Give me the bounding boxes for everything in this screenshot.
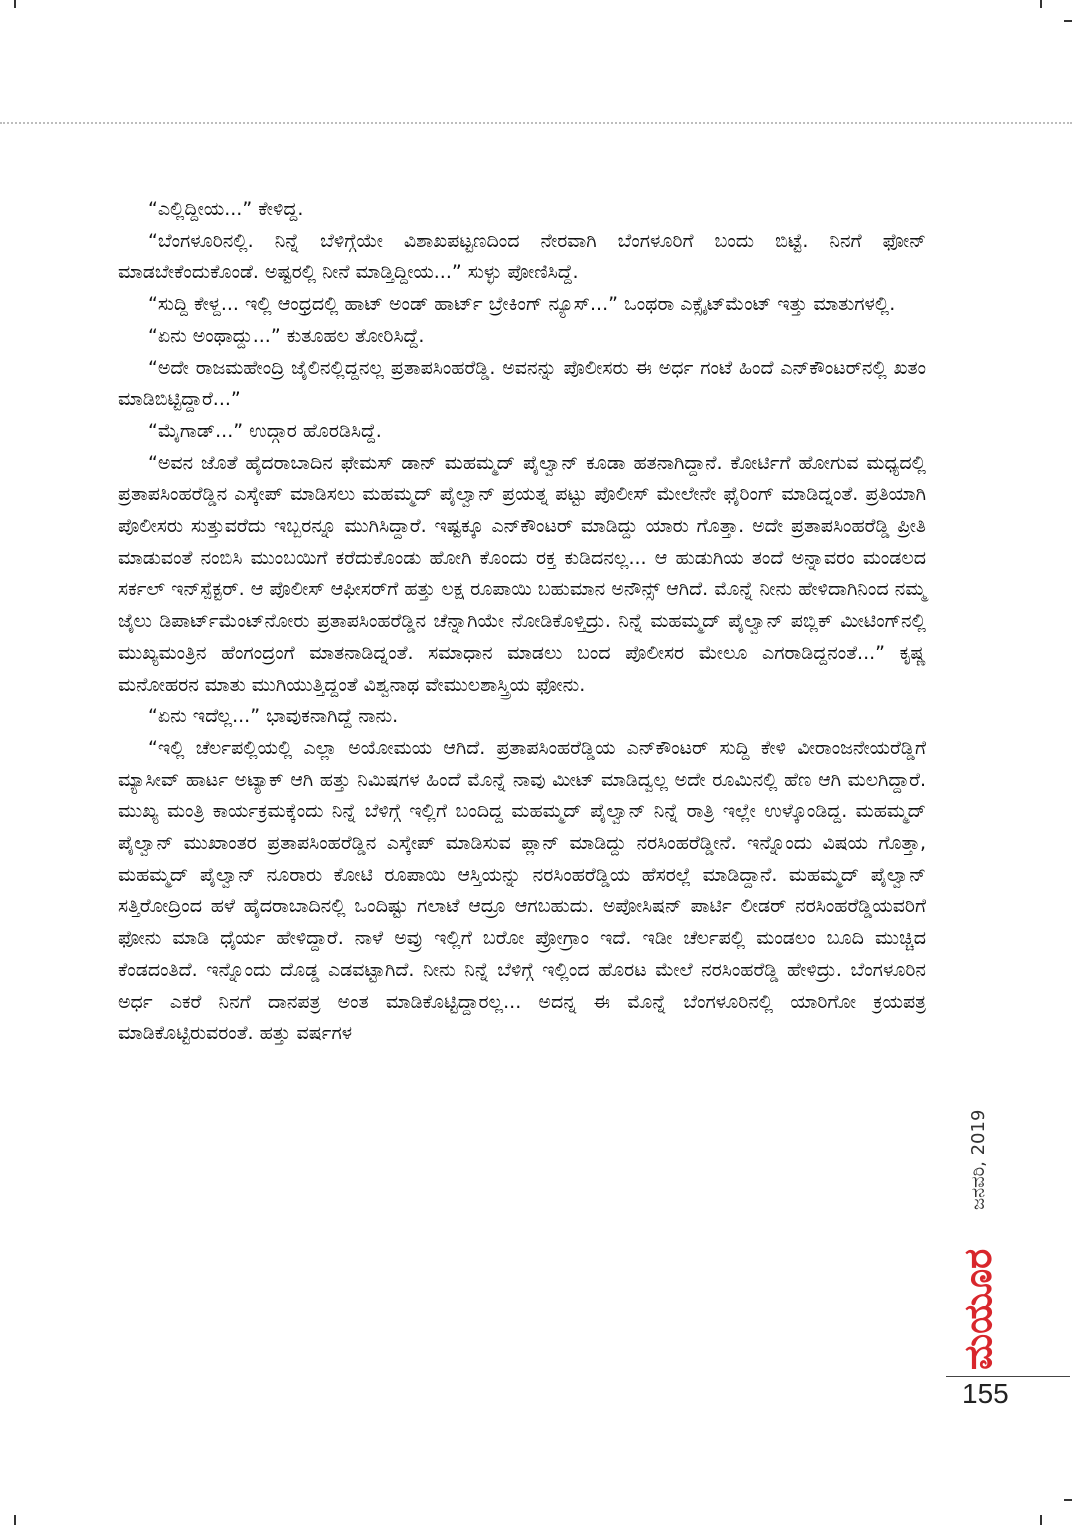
paragraph: “ಎಲ್ಲಿದ್ದೀಯ...” ಕೇಳಿದ್ದ. <box>148 198 304 220</box>
header-dotted-rule <box>0 122 1072 124</box>
paragraph: “ಬೆಂಗಳೂರಿನಲ್ಲಿ. ನಿನ್ನೆ ಬೆಳಿಗ್ಗೆಯೇ ವಿಶಾಖಪಟ್ಟಣದಿಂದ ನೇರವಾಗಿ ಬೆಂಗಳೂರಿಗೆ ಬಂದು ಬಿಟ್ಟೆ. ನಿನಗೆ ಫೋನ್ ಮಾಡಬೇಕೆಂದುಕೊಂಡೆ. ಅಷ್ಟರಲ್ಲಿ ನೀನೆ ಮಾಡ್ತಿದ್ದೀಯ...” ಸುಳ್ಳು ಪೋಣಿಸಿದ್ದೆ. <box>118 229 926 284</box>
crop-mark-top-left <box>14 0 16 8</box>
article-body <box>118 194 926 1050</box>
paragraph: “ಏನು ಅಂಥಾದ್ದು...” ಕುತೂಹಲ ತೋರಿಸಿದ್ದೆ. <box>148 324 425 347</box>
crop-mark-bottom-right <box>1040 1515 1042 1525</box>
paragraph: “ಸುದ್ದಿ ಕೇಳ್ದ... ಇಲ್ಲಿ ಆಂಧ್ರದಲ್ಲಿ ಹಾಟ್ ಅಂಡ್ ಹಾರ್ಟ್ ಬ್ರೇಕಿಂಗ್ ನ್ಯೂಸ್...” ಒಂಥರಾ ಎಕ್ಸೈಟ್‌ಮೆಂಟ್ ಇತ್ತು ಮಾತುಗಳಲ್ಲಿ. <box>148 293 896 316</box>
crop-mark-bottom-left <box>14 1515 16 1525</box>
paragraph: “ಏನು ಇದೆಲ್ಲ...” ಭಾವುಕನಾಗಿದ್ದೆ ನಾನು. <box>148 705 399 728</box>
paragraph: “ಅದೇ ರಾಜಮಹೇಂದ್ರಿ ಜೈಲಿನಲ್ಲಿದ್ದನಲ್ಲ ಪ್ರತಾಪಸಿಂಹರೆಡ್ಡಿ. ಅವನನ್ನು ಪೊಲೀಸರು ಈ ಅರ್ಧ ಗಂಟೆ ಹಿಂದೆ ಎನ್‌ಕೌಂಟರ್‌ನಲ್ಲಿ ಖತಂ ಮಾಡಿಬಿಟ್ಟಿದ್ದಾರೆ...” <box>118 356 926 411</box>
paragraph: “ಅವನ ಜೊತೆ ಹೈದರಾಬಾದಿನ ಫೇಮಸ್ ಡಾನ್ ಮಹಮ್ಮದ್ ಪೈಲ್ವಾನ್ ಕೂಡಾ ಹತನಾಗಿದ್ದಾನೆ. ಕೋರ್ಟಿಗೆ ಹೋಗುವ ಮಧ್ಯದಲ್ಲಿ ಪ್ರತಾಪಸಿಂಹರೆಡ್ಡಿನ ಎಸ್ಕೇಪ್ ಮಾಡಿಸಲು ಮಹಮ್ಮದ್ ಪೈಲ್ವಾನ್ ಪ್ರಯತ್ನ ಪಟ್ಟು ಪೊಲೀಸ್ ಮೇಲೇನೇ ಫೈರಿಂಗ್ ಮಾಡಿದ್ನಂತೆ. ಪ್ರತಿಯಾಗಿ ಪೊಲೀಸರು ಸುತ್ತುವರೆದು ಇಬ್ಬರನ್ನೂ ಮುಗಿಸಿದ್ದಾರೆ. ಇಷ್ಟಕ್ಕೂ ಎನ್‌ಕೌಂಟರ್ ಮಾಡಿದ್ದು ಯಾರು ಗೊತ್ತಾ. ಅದೇ ಪ್ರತಾಪಸಿಂಹರೆಡ್ಡಿ ಪ್ರೀತಿ ಮಾಡುವಂತೆ ನಂಬಿಸಿ ಮುಂಬಯಿಗೆ ಕರೆದುಕೊಂಡು ಹೋಗಿ ಕೊಂದು ರಕ್ತ ಕುಡಿದನಲ್ಲ... ಆ ಹುಡುಗಿಯ ತಂದೆ ಅನ್ನಾವರಂ ಮಂಡಲದ ಸರ್ಕಲ್ ಇನ್‌ಸ್ಪೆಕ್ಟರ್. ಆ ಪೊಲೀಸ್ ಆಫೀಸರ್‌ಗೆ ಹತ್ತು ಲಕ್ಷ ರೂಪಾಯಿ ಬಹುಮಾನ ಅನೌನ್ಸ್ ಆಗಿದೆ. ಮೊನ್ನೆ ನೀನು ಹೇಳಿದಾಗಿನಿಂದ ನಮ್ಮ ಜೈಲು ಡಿಪಾರ್ಟ್‌ಮೆಂಟ್‌ನೋರು ಪ್ರತಾಪಸಿಂಹರೆಡ್ಡಿನ ಚೆನ್ನಾಗಿಯೇ ನೋಡಿಕೊಳ್ತಿದ್ರು. ನಿನ್ನೆ ಮಹಮ್ಮದ್ ಪೈಲ್ವಾನ್ ಪಬ್ಲಿಕ್ ಮೀಟಿಂಗ್‌ನಲ್ಲಿ ಮುಖ್ಯಮಂತ್ರಿನ ಹೆಂಗಂದ್ರಂಗೆ ಮಾತನಾಡಿದ್ನಂತೆ. ಸಮಾಧಾನ ಮಾಡಲು ಬಂದ ಪೊಲೀಸರ ಮೇಲೂ ಎಗರಾಡಿದ್ದನಂತೆ...” ಕೃಷ್ಣ ಮನೋಹರನ ಮಾತು ಮುಗಿಯುತ್ತಿದ್ದಂತೆ ವಿಶ್ವನಾಥ ವೇಮುಲಶಾಸ್ತ್ರಿಯ ಫೋನು. <box>118 451 926 696</box>
page-number: 155 <box>962 1378 1009 1409</box>
crop-mark-top-right <box>1040 0 1042 8</box>
magazine-logo: ಮಯೂರ <box>956 1248 1000 1370</box>
paragraph: “ಇಲ್ಲಿ ಚೆರ್ಲಪಲ್ಲಿಯಲ್ಲಿ ಎಲ್ಲಾ ಅಯೋಮಯ ಆಗಿದೆ. ಪ್ರತಾಪಸಿಂಹರೆಡ್ಡಿಯ ಎನ್‌ಕೌಂಟರ್ ಸುದ್ದಿ ಕೇಳಿ ವೀರಾಂಜನೇಯರೆಡ್ಡಿಗೆ ಮ್ಯಾಸೀವ್ ಹಾರ್ಟ ಅಟ್ಯಾಕ್ ಆಗಿ ಹತ್ತು ನಿಮಿಷಗಳ ಹಿಂದೆ ಮೊನ್ನೆ ನಾವು ಮೀಟ್ ಮಾಡಿದ್ವಲ್ಲ ಅದೇ ರೂಮಿನಲ್ಲಿ ಹೆಣ ಆಗಿ ಮಲಗಿದ್ದಾರೆ. ಮುಖ್ಯ ಮಂತ್ರಿ ಕಾರ್ಯಕ್ರಮಕ್ಕೆಂದು ನಿನ್ನೆ ಬೆಳಿಗ್ಗೆ ಇಲ್ಲಿಗೆ ಬಂದಿದ್ದ ಮಹಮ್ಮದ್ ಪೈಲ್ವಾನ್ ನಿನ್ನೆ ರಾತ್ರಿ ಇಲ್ಲೇ ಉಳ್ಕೊಂಡಿದ್ದ. ಮಹಮ್ಮದ್ ಪೈಲ್ವಾನ್ ಮುಖಾಂತರ ಪ್ರತಾಪಸಿಂಹರೆಡ್ಡಿನ ಎಸ್ಕೇಪ್ ಮಾಡಿಸುವ ಪ್ಲಾನ್ ಮಾಡಿದ್ದು ನರಸಿಂಹರೆಡ್ಡೀನೆ. ಇನ್ನೊಂದು ವಿಷಯ ಗೊತ್ತಾ, ಮಹಮ್ಮದ್ ಪೈಲ್ವಾನ್ ನೂರಾರು ಕೋಟಿ ರೂಪಾಯಿ ಆಸ್ತಿಯನ್ನು ನರಸಿಂಹರೆಡ್ಡಿಯ ಹೆಸರಲ್ಲೆ ಮಾಡಿದ್ದಾನೆ. ಮಹಮ್ಮದ್ ಪೈಲ್ವಾನ್ ಸತ್ತಿರೋದ್ರಿಂದ ಹಳೆ ಹೈದರಾಬಾದಿನಲ್ಲಿ ಒಂದಿಷ್ಟು ಗಲಾಟೆ ಆದ್ರೂ ಆಗಬಹುದು. ಅಪೋಸಿಷನ್ ಪಾರ್ಟಿ ಲೀಡರ್ ನರಸಿಂಹರೆಡ್ಡಿಯವರಿಗೆ ಫೋನು ಮಾಡಿ ಧೈರ್ಯ ಹೇಳಿದ್ದಾರೆ. ನಾಳೆ ಅವ್ರು ಇಲ್ಲಿಗೆ ಬರೋ ಪ್ರೋಗ್ರಾಂ ಇದೆ. ಇಡೀ ಚೆರ್ಲಪಲ್ಲಿ ಮಂಡಲಂ ಬೂದಿ ಮುಚ್ಚಿದ ಕೆಂಡದಂತಿದೆ. ಇನ್ನೊಂದು ದೊಡ್ಡ ಎಡವಟ್ಟಾಗಿದೆ. ನೀನು ನಿನ್ನೆ ಬೆಳಿಗ್ಗೆ ಇಲ್ಲಿಂದ ಹೊರಟ ಮೇಲೆ ನರಸಿಂಹರೆಡ್ಡಿ ಹೇಳಿದ್ರು. ಬೆಂಗಳೂರಿನ ಅರ್ಧ ಎಕರೆ ನಿನಗೆ ದಾನಪತ್ರ ಅಂತ ಮಾಡಿಕೊಟ್ಟಿದ್ದಾರಲ್ಲ... ಅದನ್ನ ಈ ಮೊನ್ನೆ ಬೆಂಗಳೂರಿನಲ್ಲಿ ಯಾರಿಗೋ ಕ್ರಯಪತ್ರ ಮಾಡಿಕೊಟ್ಟಿರುವರಂತೆ. ಹತ್ತು ವರ್ಷಗಳ <box>118 736 926 1045</box>
magazine-sidebar <box>956 1070 1020 1370</box>
issue-date: ಜನವರಿ, 2019 <box>968 1109 989 1210</box>
crop-mark-right-lower <box>1064 1499 1072 1501</box>
paragraph: “ಮೈಗಾಡ್...” ಉದ್ಗಾರ ಹೊರಡಿಸಿದ್ದೆ. <box>148 419 382 442</box>
page-number-rule <box>946 1376 1070 1377</box>
crop-mark-right-upper <box>1064 20 1072 22</box>
